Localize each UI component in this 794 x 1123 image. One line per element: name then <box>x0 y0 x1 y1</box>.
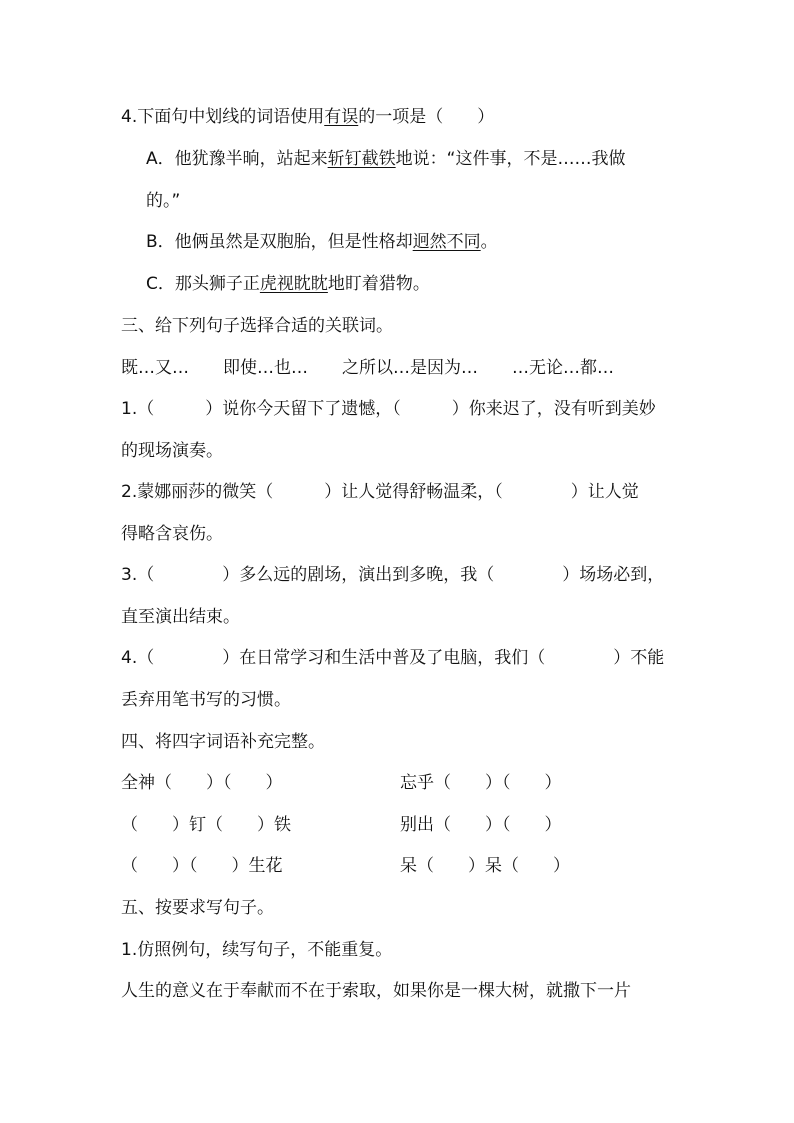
idiom-left-3: （ ）（ ）生花 <box>121 856 283 876</box>
section-3-item-4-line-2: 丢弃用笔书写的习惯。 <box>121 690 291 710</box>
option-c-underlined: 虎视眈眈 <box>259 274 328 294</box>
section-3-item-3-line-1: 3.（ ）多么远的剧场，演出到多晚，我（ ）场场必到， <box>121 565 665 585</box>
section-3-heading: 三、给下列句子选择合适的关联词。 <box>121 316 393 336</box>
option-a-before: A．他犹豫半晌，站起来 <box>146 149 328 169</box>
conjunction-word-bank: 既…又… 即使…也… 之所以…是因为… …无论…都… <box>121 358 614 378</box>
idiom-left-1: 全神（ ）（ ） <box>121 773 283 793</box>
option-b <box>146 230 498 254</box>
question-4-stem <box>121 105 494 129</box>
question-4-stem-after: 的一项是（ ） <box>358 107 495 127</box>
idiom-right-1: 忘乎（ ）（ ） <box>400 773 562 793</box>
idiom-left-2: （ ）钉（ ）铁 <box>121 815 291 835</box>
question-4-stem-underlined: 有误 <box>324 107 359 127</box>
section-3-item-4-line-1: 4.（ ）在日常学习和生活中普及了电脑，我们（ ）不能 <box>121 648 665 668</box>
section-5-example-sentence: 人生的意义在于奉献而不在于索取，如果你是一棵大树，就撒下一片 <box>121 981 631 1001</box>
section-3-item-3-line-2: 直至演出结束。 <box>121 607 240 627</box>
option-b-after: 。 <box>480 232 498 252</box>
option-c-after: 地盯着猎物。 <box>327 274 430 294</box>
option-a <box>146 147 625 171</box>
section-4-heading: 四、将四字词语补充完整。 <box>121 732 325 752</box>
section-5-item-1: 1.仿照例句，续写句子，不能重复。 <box>121 940 393 960</box>
idiom-right-2: 别出（ ）（ ） <box>400 815 562 835</box>
section-3-item-1-line-1: 1.（ ）说你今天留下了遗憾，（ ）你来迟了，没有听到美妙 <box>121 399 656 419</box>
section-3-item-2-line-1: 2.蒙娜丽莎的微笑（ ）让人觉得舒畅温柔，（ ）让人觉 <box>121 482 639 502</box>
question-4-stem-before: 4.下面句中划线的词语使用 <box>121 107 325 127</box>
section-3-item-1-line-2: 的现场演奏。 <box>121 441 223 461</box>
option-b-before: B．他俩虽然是双胞胎，但是性格却 <box>146 232 413 252</box>
option-c-before: C．那头狮子正 <box>146 274 260 294</box>
section-5-heading: 五、按要求写句子。 <box>121 898 274 918</box>
section-3-item-2-line-2: 得略含哀伤。 <box>121 524 223 544</box>
option-a-after: 地说：“这件事，不是……我做 <box>395 149 626 169</box>
option-b-underlined: 迥然不同 <box>412 232 481 252</box>
option-c <box>146 272 430 296</box>
option-a-continuation: 的。” <box>146 191 181 211</box>
option-a-underlined: 斩钉截铁 <box>327 149 396 169</box>
idiom-right-3: 呆（ ）呆（ ） <box>400 856 570 876</box>
